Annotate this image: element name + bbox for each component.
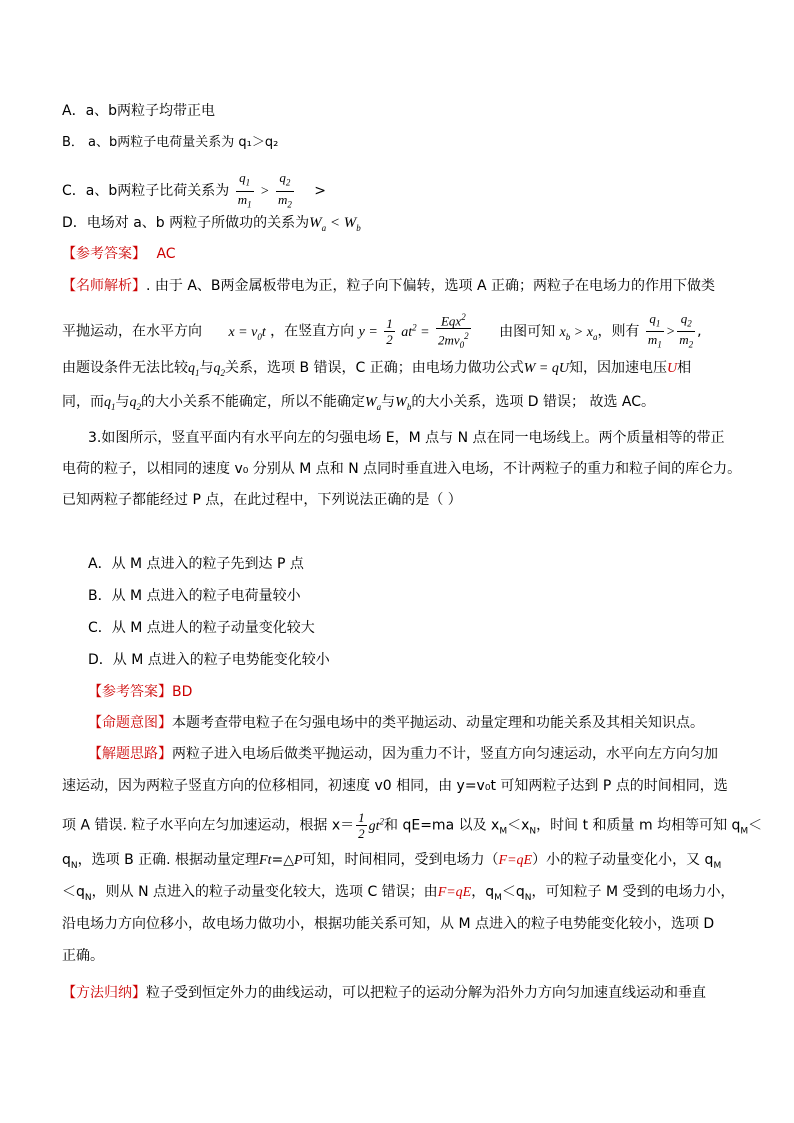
- q3-intent: [88, 713, 704, 733]
- analysis-label: 【名师解析】: [62, 278, 146, 294]
- q3-solution-line4: $q_N$，选项 B 正确. 根据动量定理Ft=△P可知，时间相同，受到电场力（F=qE）小的粒子动量变化小，又 $q_M$: [62, 852, 722, 871]
- q3-solution-text-5a: ＜q: [62, 884, 85, 900]
- q2-option-c: C．a、b两粒子比荷关系为 $\frac{q_1}{m_1}$ > $\frac{q_2}{m_2}$ >: [62, 170, 326, 212]
- answer-label: 【参考答案】: [62, 246, 146, 262]
- q3-solution-text-5b: ，则从 N 点进入的粒子动量变化较大，选项 C 错误；由: [91, 884, 438, 900]
- q2-analysis-line1: [62, 276, 715, 296]
- q2-option-d: D．电场对 a、b 两粒子所做功的关系为$W_a < W_b$: [62, 215, 361, 233]
- q2-option-c-text: C．a、b两粒子比荷关系为: [62, 183, 230, 200]
- q2-analysis-line4: 同，而$q_1$与$q_2$的大小关系不能确定，所以不能确定$W_a$与$W_b$的大小关系，选项 D 错误； 故选 AC。: [62, 394, 656, 412]
- q3-method-text: 粒子受到恒定外力的曲线运动，可以把粒子的运动分解为沿外力方向匀加速直线运动和垂直: [146, 985, 706, 1001]
- q3-solution-line2: 速运动，因为两粒子竖直方向的位移相同，初速度 v0 相同，由 y=v₀t 可知两粒子达到 P 点的时间相同，选: [62, 778, 728, 794]
- q3-solution-text-5e: ，可知粒子 M 受到的电场力小，: [531, 884, 735, 900]
- q3-solution-text-3b: 和 qE=ma 以及 x: [384, 817, 500, 834]
- q2-option-a: A．a、b两粒子均带正电: [62, 103, 216, 119]
- q3-intent-text: 本题考查带电粒子在匀强电场中的类平抛运动、动量定理和功能关系及其相关知识点。: [172, 715, 704, 731]
- q2-analysis-line3: 由题设条件无法比较$q_1$与$q_2$关系，选项 B 错误，C 正确；由电场力做功公式W = qU知，因加速电压U相: [62, 360, 692, 378]
- q3-answer: [88, 682, 192, 702]
- analysis-text-4b: 的大小关系不能确定，所以不能确定: [141, 394, 365, 410]
- analysis-text-3a: 由题设条件无法比较: [62, 360, 188, 376]
- analysis-text-2c: 由图可知: [499, 323, 556, 340]
- q3-option-b: B．从 M 点进入的粒子电荷量较小: [88, 588, 301, 604]
- answer-value: AC: [156, 246, 176, 262]
- q3-stem-line1: 3.如图所示，竖直平面内有水平向左的匀强电场 E，M 点与 N 点在同一电场线上。两个质量相等的带正: [88, 430, 725, 446]
- q3-stem-line2: 电荷的粒子，以相同的速度 v₀ 分别从 M 点和 N 点同时垂直进入电场，不计两粒子的重力和粒子间的库仑力。: [62, 461, 742, 477]
- q3-solution-line1: [88, 744, 718, 764]
- q3-solution-line5: $<q_N$，则从 N 点进入的粒子动量变化较大，选项 C 错误；由F=qE，$q_M<q_N$，可知粒子 M 受到的电场力小，: [62, 884, 735, 903]
- q3-answer-label: 【参考答案】: [88, 684, 172, 700]
- analysis-text-2b: ，在竖直方向: [270, 323, 355, 340]
- q3-solution-text-3d: ，时间 t 和质量 m 均相等可知 q: [536, 817, 741, 834]
- q3-solution-text-1: 两粒子进入电场后做类平抛运动，因为重力不计，竖直方向匀速运动，水平向左方向匀加: [172, 746, 718, 762]
- analysis-text-3d: 相: [677, 360, 692, 376]
- q2-analysis-line2: 平抛运动，在水平方向 $x = v_0t$ ，在竖直方向 y = $\frac{1}{2}$ $at^2$ = $\frac{Eqx^2}{2mv_0^2}$ 由图可知 $x_b > x_a$，则有 $\frac{q_1}{m_1}$ > $\frac{q_2}{m_2}$ ,: [62, 310, 702, 351]
- q3-option-a: A．从 M 点进入的粒子先到达 P 点: [88, 556, 304, 572]
- q3-solution-text-4b: ，选项 B 正确. 根据动量定理: [77, 852, 260, 868]
- q2-option-d-text: D．电场对 a、b 两粒子所做功的关系为: [62, 215, 310, 231]
- analysis-text-2a: 平抛运动，在水平方向: [62, 323, 202, 340]
- q3-solution-text-4a: q: [62, 852, 71, 868]
- analysis-text-4c: 的大小关系，选项 D 错误； 故选 AC。: [411, 394, 656, 410]
- q3-solution-text-3a: 项 A 错误. 粒子水平向左匀加速运动，根据 x＝: [62, 817, 355, 834]
- q2-option-b: B． a、b两粒子电荷量关系为 q₁＞q₂: [62, 135, 279, 150]
- q3-intent-label: 【命题意图】: [88, 715, 172, 731]
- analysis-text-2d: ，则有: [597, 323, 640, 340]
- q3-solution-line7: 正确。: [62, 948, 104, 964]
- analysis-text-1: . 由于 A、B两金属板带电为正，粒子向下偏转，选项 A 正确；两粒子在电场力的作用下做类: [146, 278, 716, 294]
- q3-solution-text-3e: ＜: [748, 817, 763, 834]
- analysis-text-3b: 关系，选项 B 错误，C 正确；由电场力做功公式: [225, 360, 524, 376]
- q3-option-d: D．从 M 点进入的粒子电势能变化较小: [88, 652, 330, 668]
- q3-solution-label: 【解题思路】: [88, 746, 172, 762]
- analysis-text-3c: 知，因加速电压: [568, 360, 667, 376]
- q3-solution-text-3c: ＜x: [507, 817, 530, 834]
- q3-solution-line3: 项 A 错误. 粒子水平向左匀加速运动，根据 x＝ $\frac{1}{2}$ $gt^2$和 qE=ma 以及 $x_M<x_N$，时间 t 和质量 m 均相等可知 $q_M<$: [62, 810, 763, 841]
- q3-option-c: C．从 M 点进人的粒子动量变化较大: [88, 620, 315, 636]
- q3-method-label: 【方法归纳】: [62, 985, 146, 1001]
- fraction-q2-m2: $\frac{q_2}{m_2}$: [277, 170, 292, 210]
- q3-method: [62, 983, 706, 1003]
- q3-solution-line6: 沿电场力方向位移小，故电场力做功小，根据功能关系可知，从 M 点进入的粒子电势能变化较小，选项 D: [62, 916, 715, 932]
- q3-solution-text-4c: 可知，时间相同，受到电场力（: [302, 852, 499, 868]
- q3-answer-value: BD: [172, 684, 193, 700]
- q3-solution-text-5c: ，q: [471, 884, 495, 900]
- q3-solution-text-4d: ）小的粒子动量变化小，又 q: [532, 852, 714, 868]
- q2-option-c-suffix: >: [314, 183, 327, 200]
- q3-solution-text-5d: ＜q: [501, 884, 525, 900]
- q3-stem-line3: 已知两粒子都能经过 P 点，在此过程中，下列说法正确的是（ ）: [62, 492, 462, 508]
- analysis-text-4a: 同，而: [62, 394, 104, 410]
- q2-answer: [62, 244, 176, 264]
- fraction-q1-m1: $\frac{q_1}{m_1}$: [237, 170, 252, 210]
